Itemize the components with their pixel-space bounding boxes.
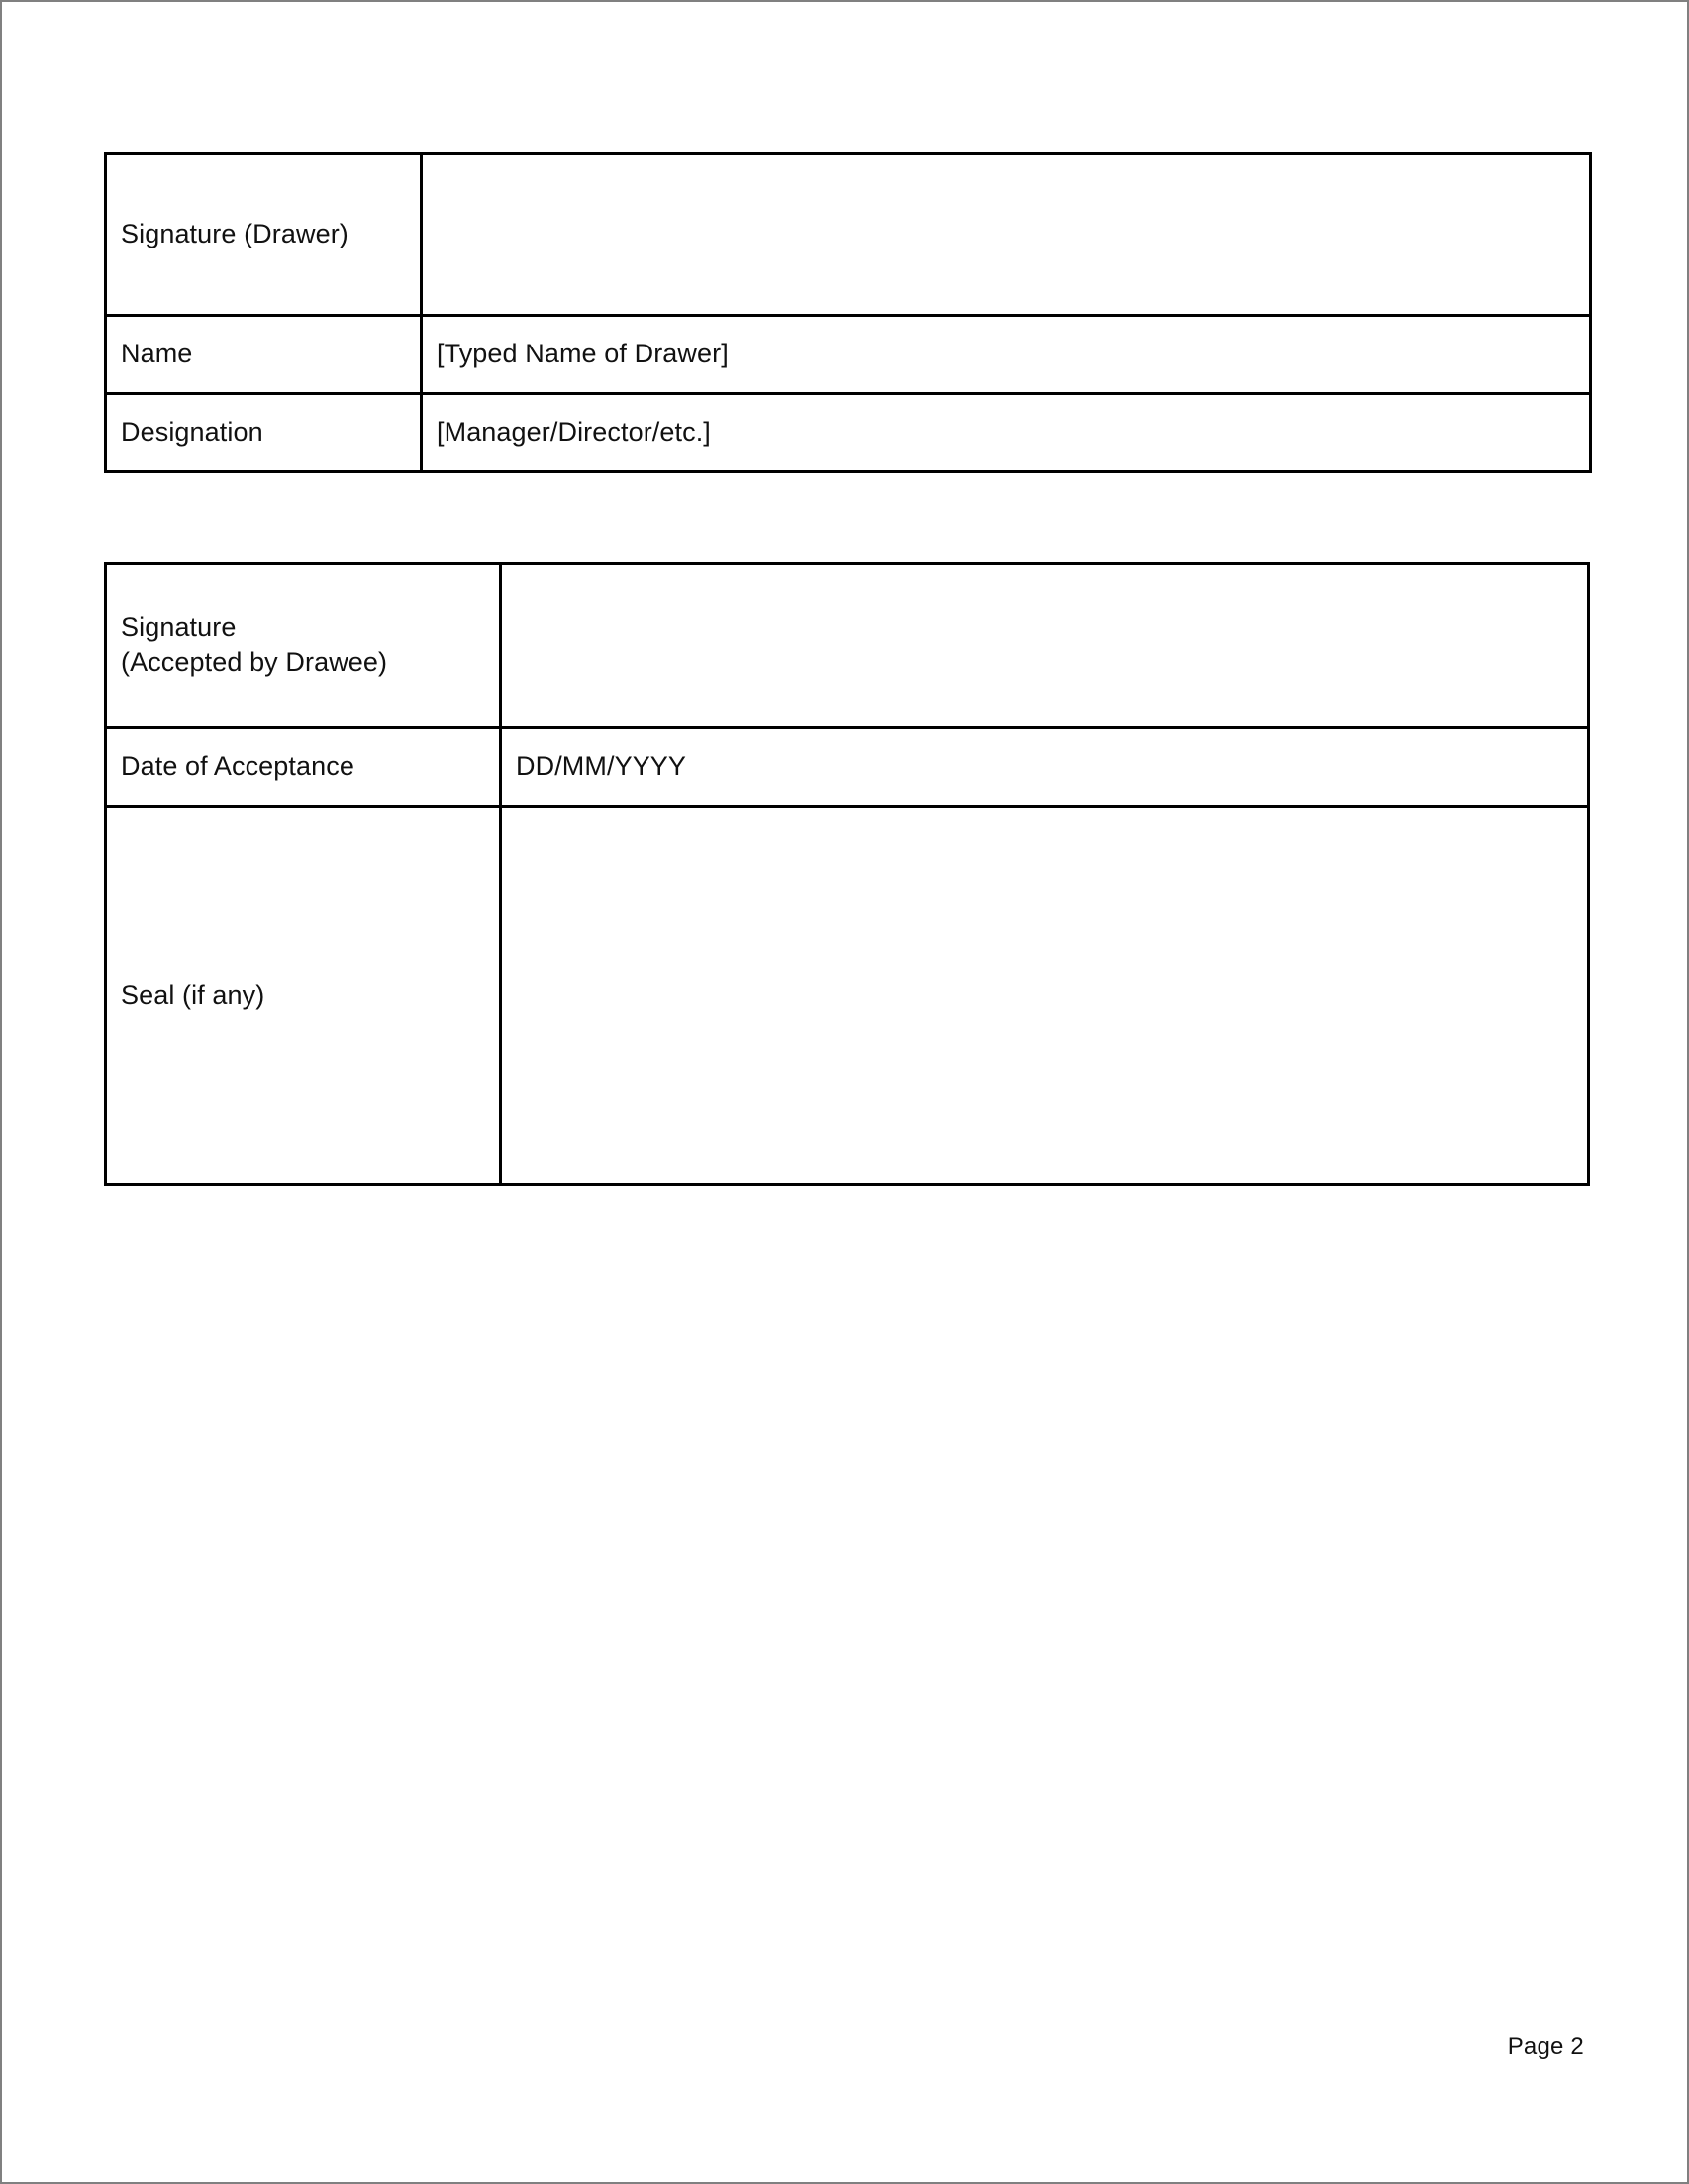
table-row: [106, 316, 1591, 394]
drawee-signature-label: [106, 564, 501, 728]
drawee-signature-field[interactable]: [501, 564, 1589, 728]
table-row: [106, 807, 1589, 1185]
date-of-acceptance-field[interactable]: DD/MM/YYYY: [501, 728, 1589, 807]
table-row: [106, 564, 1589, 728]
drawer-signature-table: [104, 152, 1592, 473]
table-row: [106, 394, 1591, 472]
drawer-designation-field[interactable]: [Manager/Director/etc.]: [422, 394, 1591, 472]
page-sheet: [2, 2, 1689, 2184]
page-number-footer: Page 2: [1507, 2034, 1584, 2060]
table-row: [106, 154, 1591, 316]
seal-label: Seal (if any): [106, 807, 501, 1185]
drawer-signature-label: Signature (Drawer): [106, 154, 422, 316]
drawee-acceptance-table: [104, 562, 1590, 1186]
drawee-signature-label-line2: (Accepted by Drawee): [121, 647, 388, 677]
drawee-signature-label-line1: Signature: [121, 612, 237, 643]
drawer-name-field[interactable]: [Typed Name of Drawer]: [422, 316, 1591, 394]
drawer-signature-field[interactable]: [422, 154, 1591, 316]
table-row: [106, 728, 1589, 807]
drawer-designation-label: Designation: [106, 394, 422, 472]
seal-field[interactable]: [501, 807, 1589, 1185]
drawer-name-label: Name: [106, 316, 422, 394]
date-of-acceptance-label: Date of Acceptance: [106, 728, 501, 807]
